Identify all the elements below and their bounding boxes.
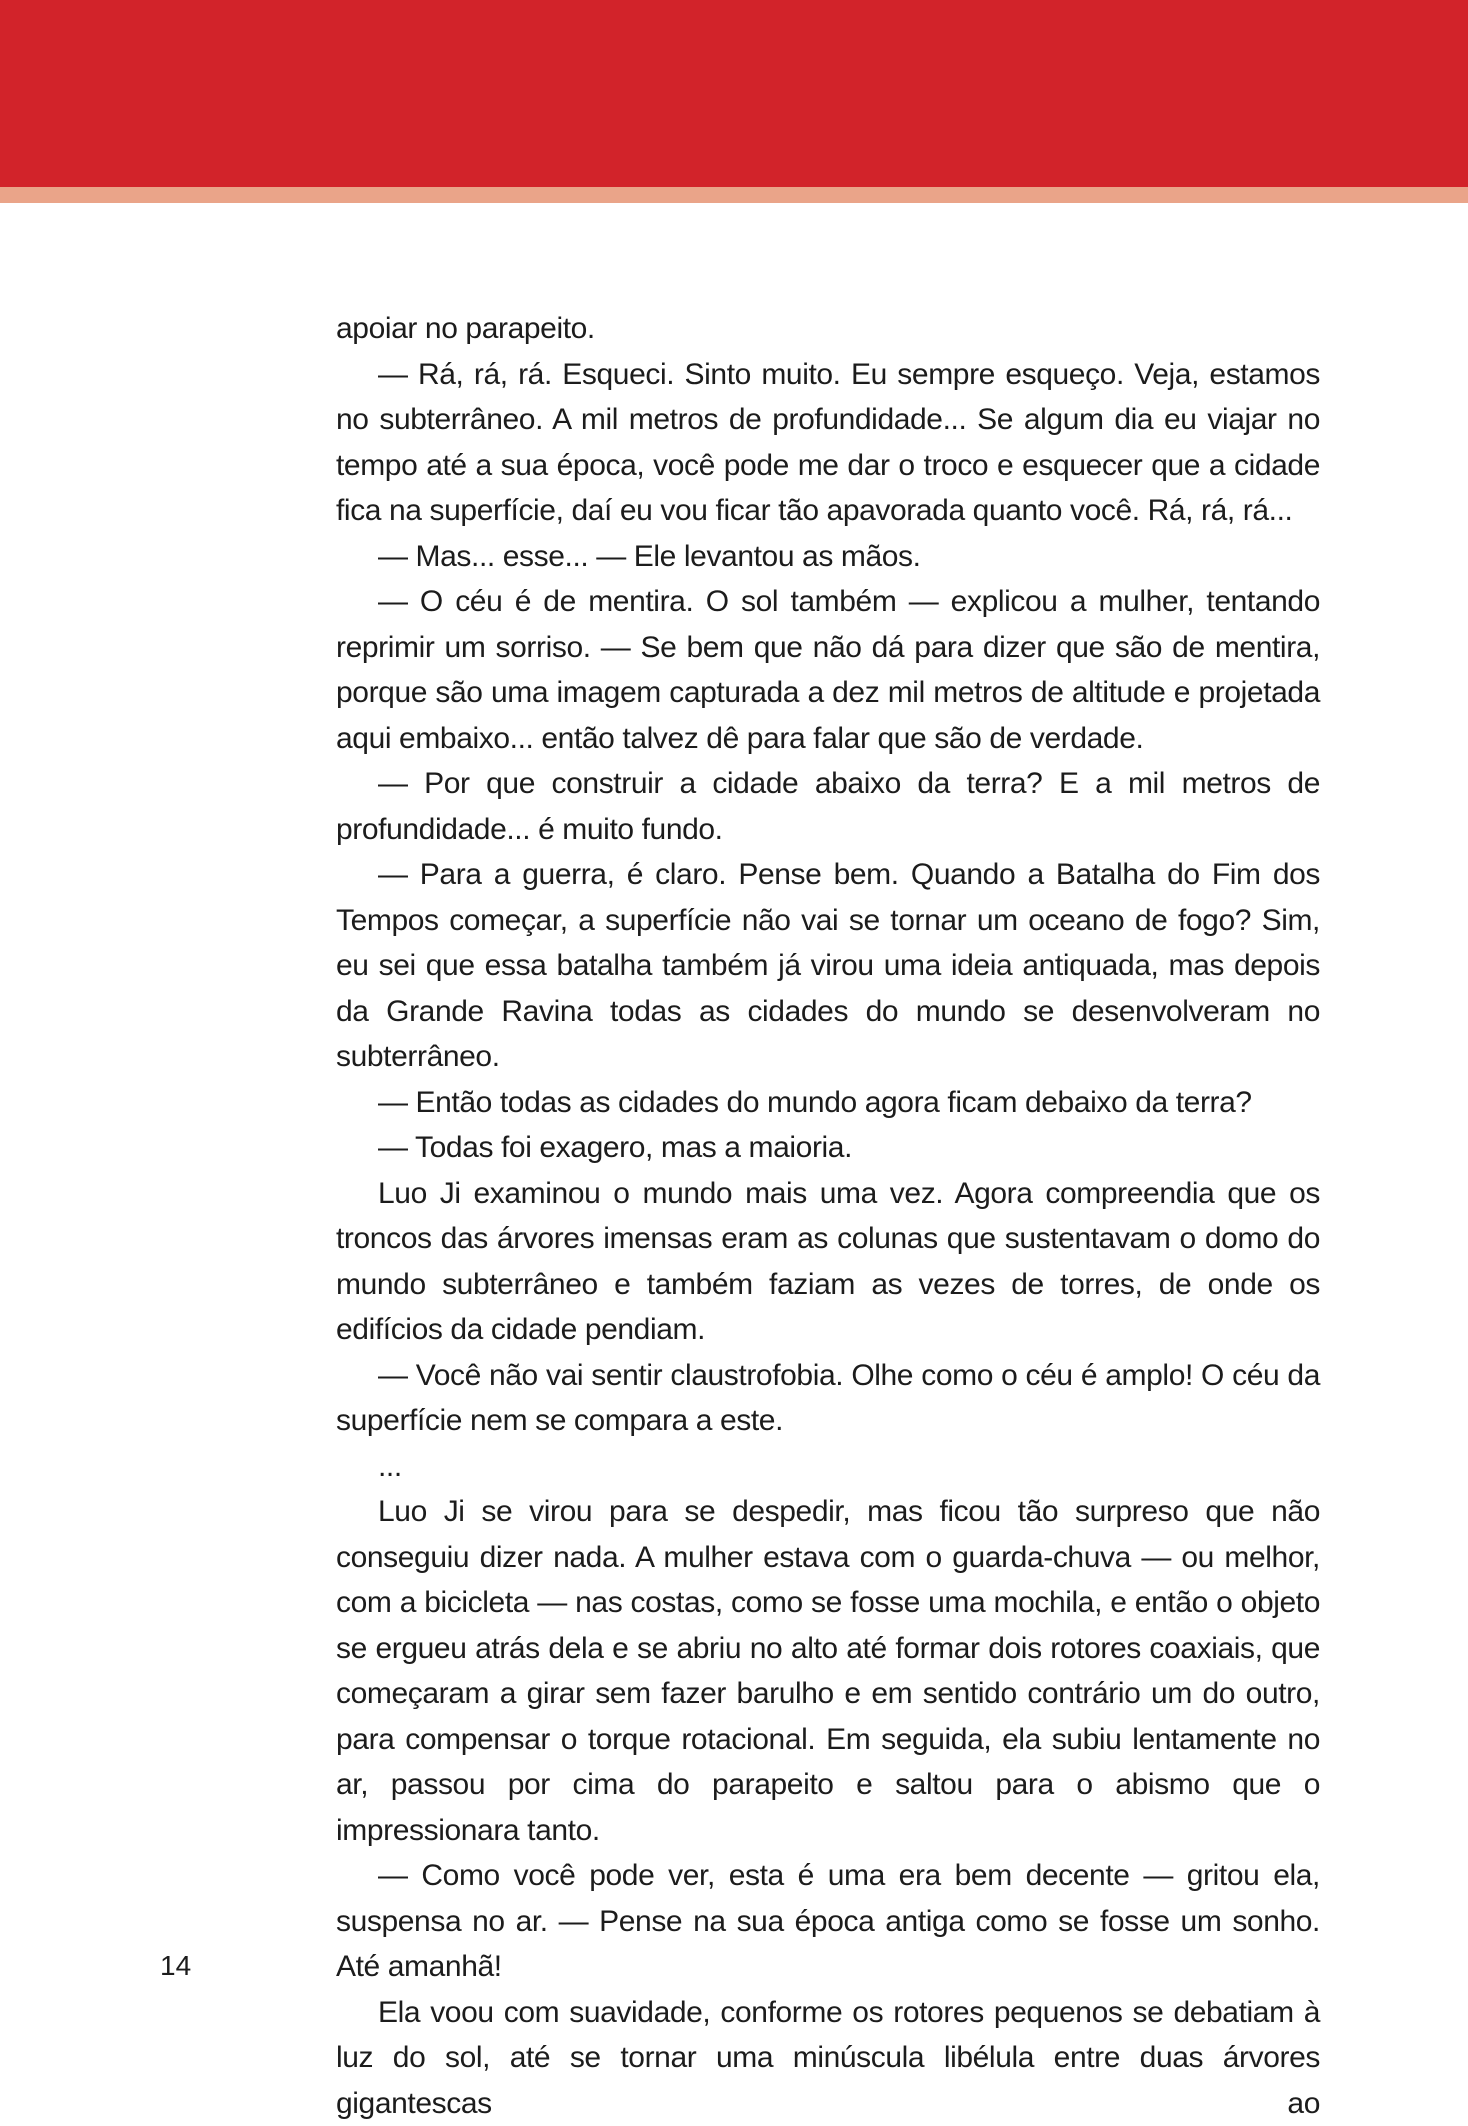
paragraph: — Para a guerra, é claro. Pense bem. Quando a Batalha do Fim dos Tempos começar, a superfície não vai se tornar um oceano de fogo? Sim, eu sei que essa batalha também já virou uma ideia antiquada, mas depois da Grande Ravina todas as cidades do mundo se desenvolveram no subterrâneo. <box>336 852 1320 1080</box>
page-number: 14 <box>160 1950 191 1982</box>
paragraph: — Rá, rá, rá. Esqueci. Sinto muito. Eu sempre esqueço. Veja, estamos no subterrâneo. A mil metros de profundidade... Se algum dia eu viajar no tempo até a sua época, você pode me dar o troco e esquecer que a cidade fica na superfície, daí eu vou ficar tão apavorada quanto você. Rá, rá, rá... <box>336 352 1320 534</box>
paragraph: — Então todas as cidades do mundo agora ficam debaixo da terra? <box>336 1080 1320 1126</box>
paragraph: — Como você pode ver, esta é uma era bem decente — gritou ela, suspensa no ar. — Pense na sua época antiga como se fosse um sonho. Até amanhã! <box>336 1853 1320 1990</box>
paragraph: — Você não vai sentir claustrofobia. Olhe como o céu é amplo! O céu da superfície nem se compara a este. <box>336 1353 1320 1444</box>
header-band <box>0 0 1468 187</box>
paragraph: Luo Ji se virou para se despedir, mas ficou tão surpreso que não conseguiu dizer nada. A mulher estava com o guarda-chuva — ou melhor, com a bicicleta — nas costas, como se fosse uma mochila, e então o objeto se ergueu atrás dela e se abriu no alto até formar dois rotores coaxiais, que começaram a girar sem fazer barulho e em sentido contrário um do outro, para compensar o torque rotacional. Em seguida, ela subiu lentamente no ar, passou por cima do parapeito e saltou para o abismo que o impressionara tanto. <box>336 1489 1320 1853</box>
paragraph: Luo Ji examinou o mundo mais uma vez. Agora compreendia que os troncos das árvores imensas eram as colunas que sustentavam o domo do mundo subterrâneo e também faziam as vezes de torres, de onde os edifícios da cidade pendiam. <box>336 1171 1320 1353</box>
paragraph: — Todas foi exagero, mas a maioria. <box>336 1125 1320 1171</box>
paragraph: — Mas... esse... — Ele levantou as mãos. <box>336 534 1320 580</box>
paragraph: Ela voou com suavidade, conforme os rotores pequenos se debatiam à luz do sol, até se tornar uma minúscula libélula entre duas árvores gigantescas ao <box>336 1990 1320 2126</box>
text-block <box>336 306 1320 2126</box>
paragraph: ... <box>336 1444 1320 1490</box>
paragraph: — Por que construir a cidade abaixo da terra? E a mil metros de profundidade... é muito fundo. <box>336 761 1320 852</box>
paragraph: apoiar no parapeito. <box>336 306 1320 352</box>
paragraph: — O céu é de mentira. O sol também — explicou a mulher, tentando reprimir um sorriso. — Se bem que não dá para dizer que são de mentira, porque são uma imagem capturada a dez mil metros de altitude e projetada aqui embaixo... então talvez dê para falar que são de verdade. <box>336 579 1320 761</box>
header-accent-band <box>0 187 1468 203</box>
